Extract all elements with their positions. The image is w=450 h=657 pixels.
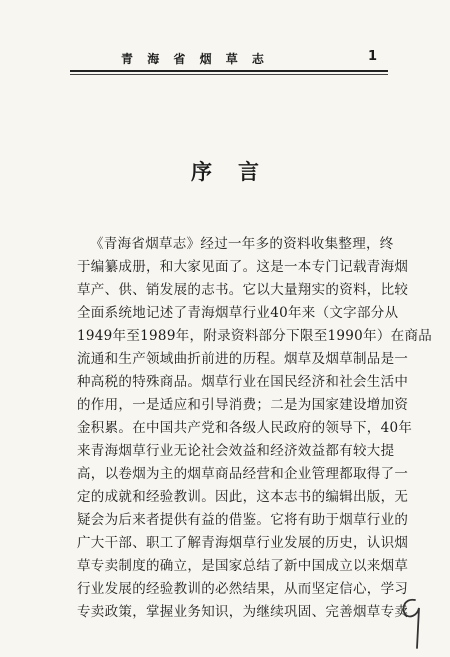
body-line: 1949年至1989年，附录资料部分下限至1990年）在商品 — [77, 328, 433, 344]
running-head — [0, 50, 450, 68]
handwritten-mark — [393, 592, 433, 652]
page-number: 1 — [368, 49, 378, 64]
body-line: 高，以卷烟为主的烟草商品经营和企业管理都取得了一 — [77, 466, 409, 482]
body-line: 全面系统地记述了青海烟草行业40年来（文字部分从 — [77, 305, 399, 321]
body-line: 疑会为后来者提供有益的借鉴。它将有助于烟草行业的 — [77, 512, 409, 528]
body-line: 行业发展的经验教训的必然结果，从而坚定信心，学习 — [77, 581, 409, 597]
body-line: 《青海省烟草志》经过一年多的资料收集整理，终 — [90, 236, 394, 252]
body-line: 专卖政策，掌握业务知识，为继续巩固、完善烟草专卖 — [77, 604, 409, 620]
body-line: 流通和生产领域曲折前进的历程。烟草及烟草制品是一 — [77, 351, 409, 367]
body-line: 金积累。在中国共产党和各级人民政府的领导下，40年 — [77, 420, 413, 436]
preface-body — [77, 233, 433, 624]
body-line: 草产、供、销发展的志书。它以大量翔实的资料，比较 — [77, 282, 409, 298]
body-line: 草专卖制度的确立，是国家总结了新中国成立以来烟草 — [77, 558, 409, 574]
header-rule-thick — [70, 70, 388, 72]
body-line: 定的成就和经验教训。因此，这本志书的编辑出版，无 — [77, 489, 409, 505]
body-line: 的作用，一是适应和引导消费；二是为国家建设增加资 — [77, 397, 409, 413]
body-line: 广大干部、职工了解青海烟草行业发展的历史，认识烟 — [77, 535, 409, 551]
body-line: 种高税的特殊商品。烟草行业在国民经济和社会生活中 — [77, 374, 409, 390]
preface-heading: 序言 — [191, 159, 285, 184]
running-title: 青 海 省 烟 草 志 — [121, 52, 269, 66]
body-line: 于编纂成册，和大家见面了。这是一本专门记载青海烟 — [77, 259, 409, 275]
header-rule-thin — [70, 74, 388, 75]
body-line: 来青海烟草行业无论社会效益和经济效益都有较大提 — [77, 443, 395, 459]
